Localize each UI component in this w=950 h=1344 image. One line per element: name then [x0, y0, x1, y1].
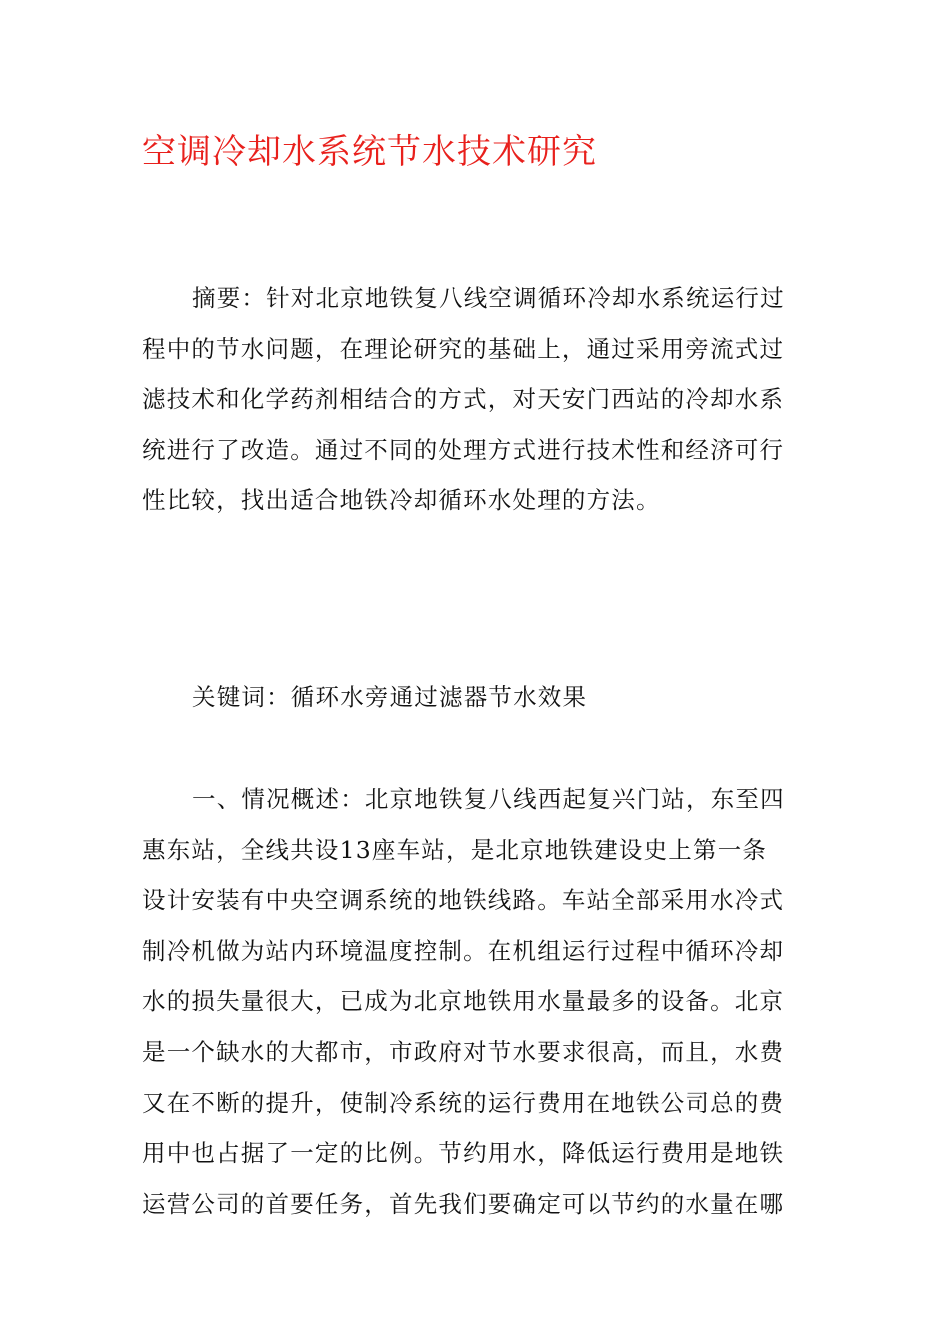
document-title: 空调冷却水系统节水技术研究: [142, 132, 597, 172]
abstract-paragraph: 摘要：针对北京地铁复八线空调循环冷却水系统运行过 程中的节水问题，在理论研究的基础上，通过采用旁流式过 滤技术和化学药剂相结合的方式，对天安门西站的冷却水系 统进行了改造。通过不同的处理方式进行技术性和经济可行 性比较，找出适合地铁冷却循环水处理的方法。: [142, 284, 785, 515]
section-overview-paragraph: 一、情况概述：北京地铁复八线西起复兴门站，东至四 惠东站，全线共设13座车站，是北京地铁建设史上第一条 设计安装有中央空调系统的地铁线路。车站全部采用水冷式 制冷机做为站内环境温度控制。在机组运行过程中循环冷却 水的损失量很大，已成为北京地铁用水量最多的设备。北京 是一个缺水的大都市，市政府对节水要求很高，而且，水费 又在不断的提升，使制冷系统的运行费用在地铁公司总的费 用中也占据了一定的比例。节约用水，降低运行费用是地铁 运营公司的首要任务，首先我们要确定可以节约的水量在哪: [142, 785, 785, 1218]
keywords-paragraph: 关键词：循环水旁通过滤器节水效果: [192, 683, 588, 711]
